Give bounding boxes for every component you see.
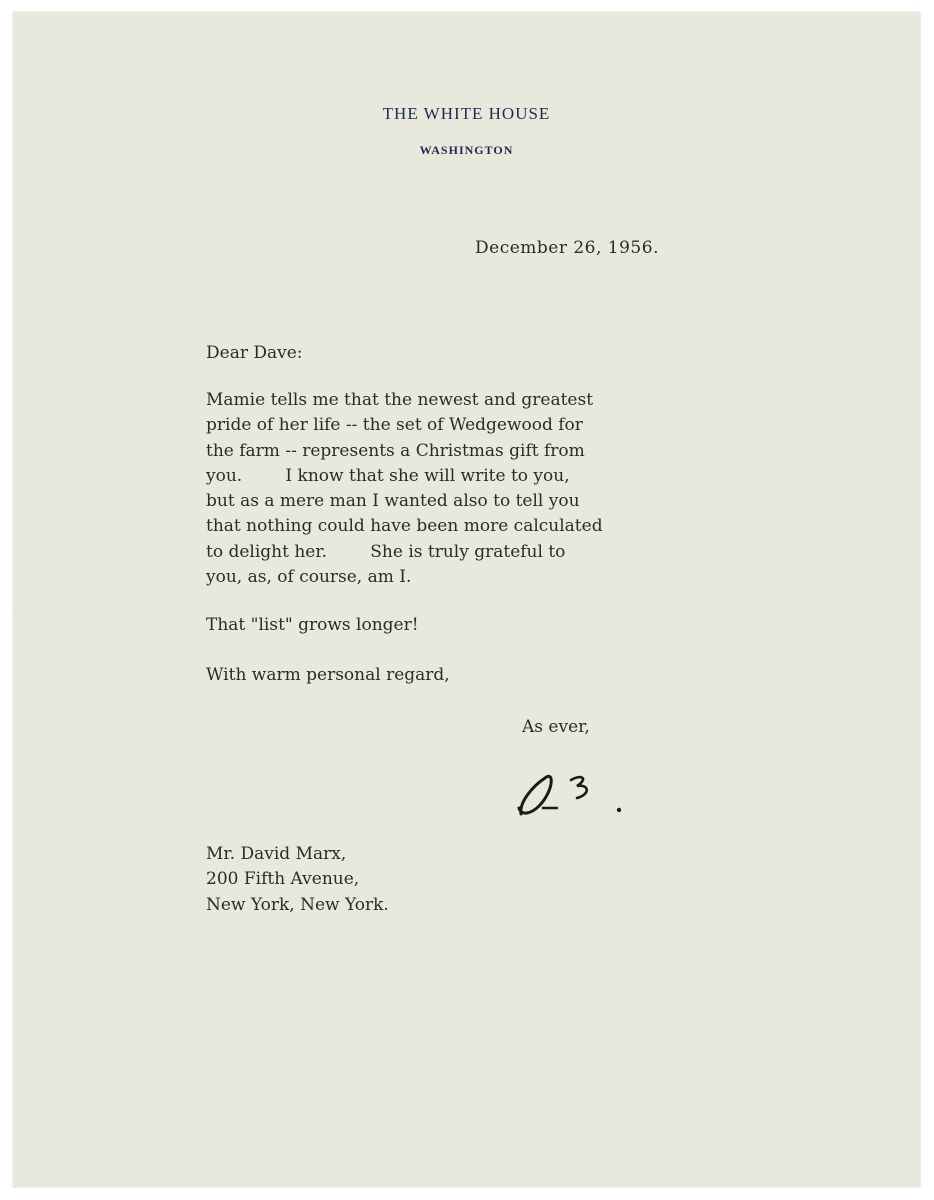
postscript-line: That "list" grows longer! (206, 615, 419, 635)
body-line: that nothing could have been more calculated (206, 516, 603, 537)
letterhead-title: THE WHITE HOUSE (382, 104, 551, 123)
address-line: Mr. David Marx, (206, 844, 347, 864)
body-line: you. I know that she will write to you, (206, 465, 570, 486)
salutation: Dear Dave: (206, 343, 303, 363)
address-line: 200 Fifth Avenue, (206, 869, 360, 890)
recipient-address (206, 842, 389, 918)
body-paragraph (206, 388, 603, 590)
signature (507, 750, 637, 820)
body-line: to delight her. She is truly grateful to (206, 541, 566, 562)
body-line: you, as, of course, am I. (206, 567, 412, 588)
letter-date: December 26, 1956. (475, 238, 659, 258)
body-line: pride of her life -- the set of Wedgewood for (206, 415, 583, 436)
letter-sheet (13, 12, 920, 1187)
regard-line: With warm personal regard, (206, 665, 450, 685)
paper-fold-line (13, 612, 920, 614)
letterhead-city: WASHINGTON (419, 143, 514, 157)
address-line: New York, New York. (206, 894, 389, 915)
body-line: but as a mere man I wanted also to tell you (206, 491, 580, 512)
closing-line: As ever, (522, 717, 590, 737)
body-line: the farm -- represents a Christmas gift from (206, 440, 585, 461)
body-line: Mamie tells me that the newest and greatest (206, 390, 594, 410)
